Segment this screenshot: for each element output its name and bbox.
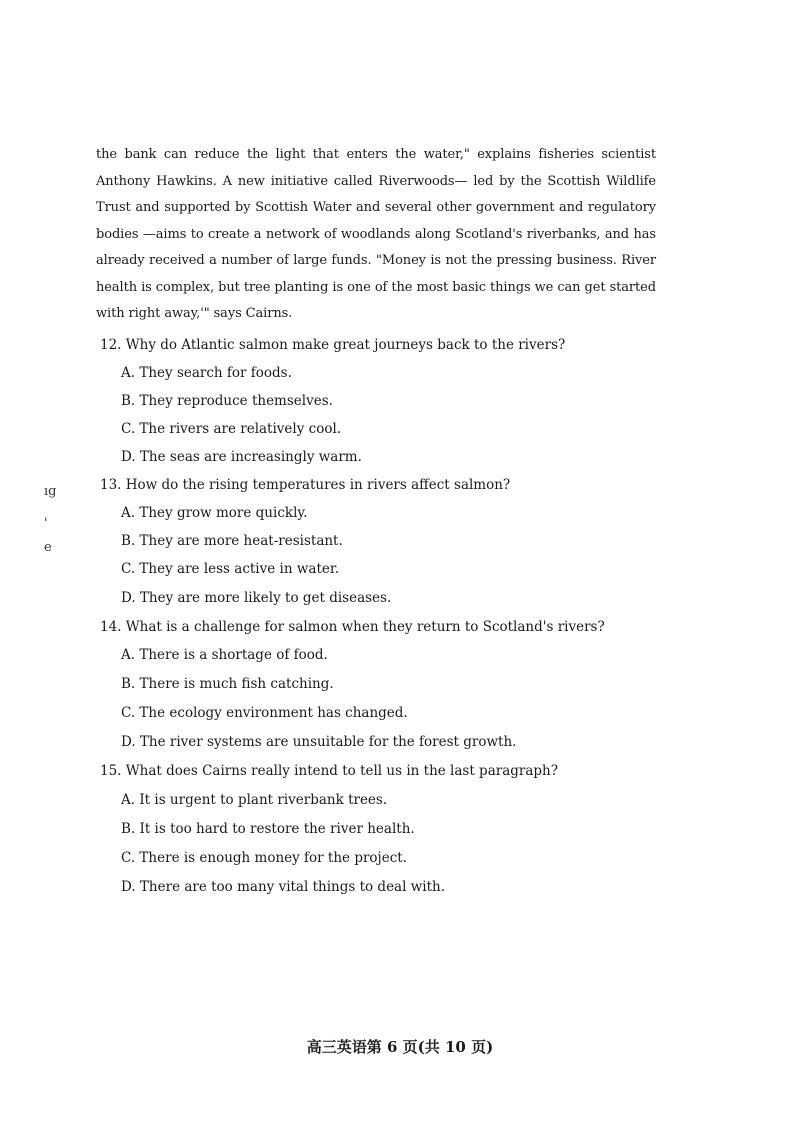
option-d: D. The seas are increasingly warm. [121, 449, 362, 465]
option-b: B. There is much fish catching. [121, 676, 334, 692]
option-d: D. The river systems are unsuitable for the forest growth. [121, 734, 517, 750]
margin-mark: e [44, 540, 52, 555]
page-footer: 高三英语第 6 页(共 10 页) [306, 1038, 494, 1056]
question-stem: 14. What is a challenge for salmon when they return to Scotland's rivers? [100, 619, 605, 635]
option-b: B. They reproduce themselves. [121, 393, 333, 409]
option-b: B. It is too hard to restore the river health. [121, 821, 415, 837]
option-b: B. They are more heat-resistant. [121, 533, 343, 549]
passage-paragraph: the bank can reduce the light that enters the water," explains fisheries scientist Anthony Hawkins. A new initiative called Riverwoods— led by the Scottish Wildlife Trust and supported by Scottish Water and several other government and regulatory bodies —aims to create a network of woodlands along Scotland's riverbanks, and has already received a number of large funds. "Money is not the pressing business. River health is complex, but tree planting is one of the most basic things we can get started with right away,'" says Cairns. [96, 147, 656, 321]
question-stem: 15. What does Cairns really intend to tell us in the last paragraph? [100, 763, 558, 779]
option-c: C. The ecology environment has changed. [121, 705, 408, 721]
margin-mark: ıg [44, 484, 57, 499]
question-stem: 12. Why do Atlantic salmon make great journeys back to the rivers? [100, 337, 566, 353]
option-d: D. There are too many vital things to deal with. [121, 879, 445, 895]
option-a: A. They grow more quickly. [121, 505, 308, 521]
margin-mark: ' [44, 516, 48, 531]
question-stem: 13. How do the rising temperatures in rivers affect salmon? [100, 477, 511, 493]
option-c: C. The rivers are relatively cool. [121, 421, 342, 437]
option-a: A. It is urgent to plant riverbank trees. [121, 792, 388, 808]
option-c: C. There is enough money for the project. [121, 850, 407, 866]
option-a: A. There is a shortage of food. [121, 647, 328, 663]
option-d: D. They are more likely to get diseases. [121, 590, 392, 606]
reading-passage [96, 142, 656, 328]
option-a: A. They search for foods. [121, 365, 292, 381]
option-c: C. They are less active in water. [121, 561, 340, 577]
